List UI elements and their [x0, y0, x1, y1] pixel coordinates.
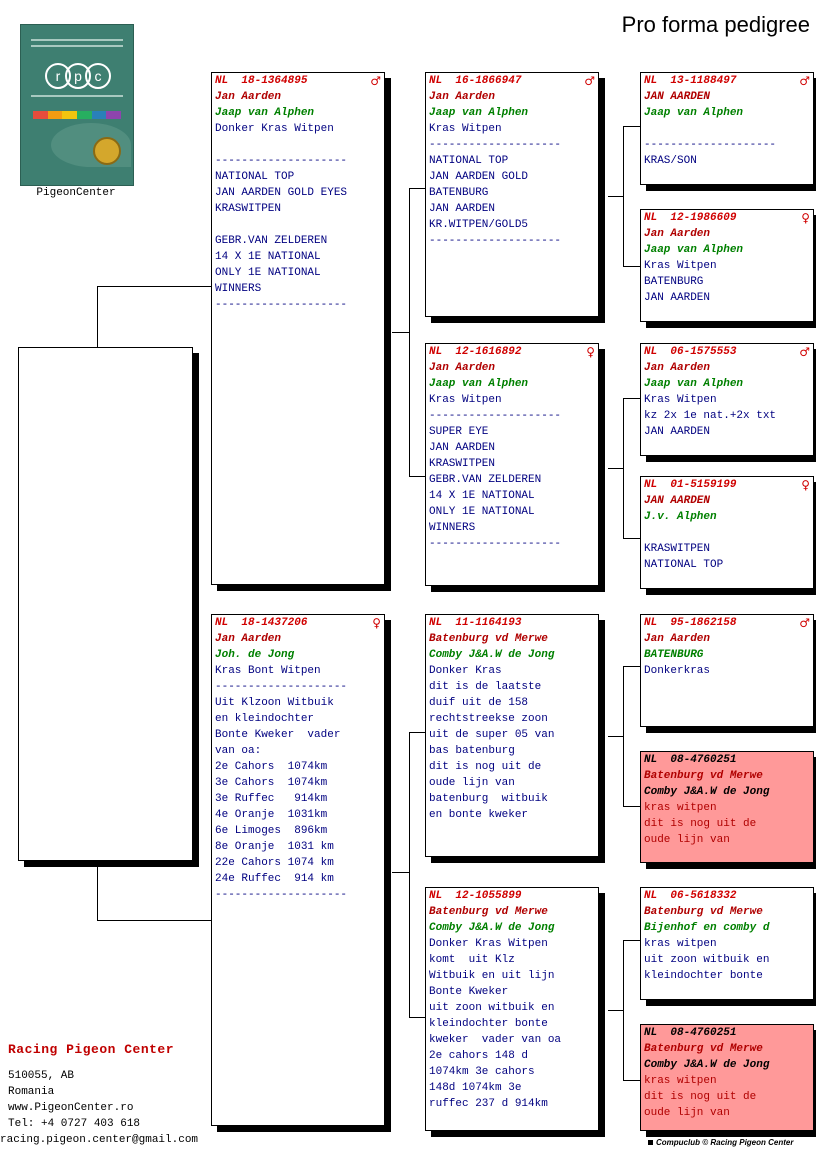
breeder-name: Jan Aarden [429, 362, 496, 374]
connector [623, 398, 624, 538]
pedigree-card-ggp-2[interactable] [640, 209, 814, 322]
connector [623, 666, 640, 667]
owner-name: Comby J&A.W de Jong [429, 922, 555, 934]
breeder-name: Jan Aarden [215, 633, 282, 645]
bird-description: Kras Witpen BATENBURG JAN AARDEN [644, 260, 717, 304]
ring-number: NL 12-1986609 [644, 212, 737, 224]
owner-name: Jaap van Alphen [215, 107, 315, 119]
bird-description: kras witpen uit zoon witbuik en kleindochter bonte [644, 938, 770, 982]
breeder-name: Batenburg vd Merwe [429, 633, 548, 645]
connector [97, 286, 98, 347]
bird-description: Donker Kras Witpen -------------------- NATIONAL TOP JAN AARDEN GOLD EYES KRASWITPEN GEBR.VAN ZELDEREN 14 X 1E NATIONAL ONLY 1E NATIONAL WINNERS -------------------- [215, 123, 348, 311]
contact-name: Racing Pigeon Center [8, 1042, 175, 1057]
bird-description: kras witpen dit is nog uit de oude lijn van [644, 1075, 757, 1119]
owner-name: Comby J&A.W de Jong [644, 1059, 770, 1071]
sex-icon: ♀ [372, 616, 381, 630]
contact-country: Romania [8, 1086, 55, 1098]
ring-number: NL 08-4760251 [644, 1027, 737, 1039]
contact-phone: Tel: +4 0727 403 618 [8, 1118, 141, 1130]
pedigree-subject-box [18, 347, 193, 861]
ring-number: NL 12-1055899 [429, 890, 522, 902]
connector [97, 286, 211, 287]
owner-name: Comby J&A.W de Jong [644, 786, 770, 798]
connector [608, 736, 623, 737]
ring-number: NL 11-1164193 [429, 617, 522, 629]
connector [409, 732, 410, 1017]
pigeon-center-logo: r p c [20, 24, 134, 186]
owner-name: Joh. de Jong [215, 649, 295, 661]
breeder-name: Jan Aarden [429, 91, 496, 103]
breeder-name: Jan Aarden [644, 633, 711, 645]
ring-number: NL 18-1364895 [215, 75, 308, 87]
connector [409, 732, 425, 733]
pedigree-card-dam-dam[interactable] [425, 887, 599, 1131]
pedigree-card-ggp-7[interactable] [640, 887, 814, 1000]
ring-number: NL 01-5159199 [644, 479, 737, 491]
bird-description: -------------------- KRAS/SON [644, 139, 777, 167]
ring-number: NL 08-4760251 [644, 754, 737, 766]
connector [623, 806, 640, 807]
breeder-name: Batenburg vd Merwe [644, 906, 763, 918]
owner-name: Jaap van Alphen [429, 378, 529, 390]
connector [623, 538, 640, 539]
pedigree-card-dam[interactable] [211, 614, 385, 1126]
footer-credit: Compuclub © Racing Pigeon Center [648, 1138, 793, 1147]
breeder-name: Batenburg vd Merwe [429, 906, 548, 918]
sex-icon: ♀ [586, 345, 595, 359]
pedigree-card-sire-sire[interactable] [425, 72, 599, 317]
connector [623, 940, 624, 1080]
owner-name: Jaap van Alphen [644, 244, 744, 256]
pedigree-card-ggp-8[interactable] [640, 1024, 814, 1131]
ring-number: NL 12-1616892 [429, 346, 522, 358]
breeder-name: Jan Aarden [644, 228, 711, 240]
pedigree-card-ggp-4[interactable] [640, 476, 814, 589]
connector [97, 920, 211, 921]
owner-name: Jaap van Alphen [429, 107, 529, 119]
bird-description: Donker Kras Witpen komt uit Klz Witbuik en uit lijn Bonte Kweker uit zoon witbuik en kleindochter bonte kweker vader van oa 2e cahors 148 d 1074km 3e cahors 148d 1074km 3e ruffec 237 d 914km [429, 938, 562, 1110]
breeder-name: Batenburg vd Merwe [644, 1043, 763, 1055]
breeder-name: Jan Aarden [215, 91, 282, 103]
connector [623, 940, 640, 941]
connector [623, 126, 624, 266]
breeder-name: JAN AARDEN [644, 91, 711, 103]
pedigree-card-ggp-6[interactable] [640, 751, 814, 863]
award-badge-icon [93, 137, 121, 165]
connector [623, 1080, 640, 1081]
sex-icon: ♀ [801, 211, 810, 225]
connector [409, 1017, 425, 1018]
contact-email[interactable]: racing.pigeon.center@gmail.com [0, 1134, 199, 1146]
bird-description: Donker Kras dit is de laatste duif uit de 158 rechtstreekse zoon uit de super 05 van bas batenburg dit is nog uit de oude lijn van batenburg witbuik en bonte kweker [429, 665, 555, 821]
bird-description: KRASWITPEN NATIONAL TOP [644, 543, 724, 571]
ring-number: NL 18-1437206 [215, 617, 308, 629]
sex-icon: ♂ [799, 74, 810, 88]
owner-name: J.v. Alphen [644, 511, 717, 523]
contact-block [0, 1042, 199, 1148]
sex-icon: ♂ [799, 616, 810, 630]
connector [623, 398, 640, 399]
pedigree-card-sire-dam[interactable] [425, 343, 599, 586]
owner-name: Jaap van Alphen [644, 107, 744, 119]
pedigree-card-ggp-3[interactable] [640, 343, 814, 456]
pedigree-card-sire[interactable] [211, 72, 385, 585]
connector [608, 196, 623, 197]
connector [608, 1010, 623, 1011]
sex-icon: ♀ [801, 478, 810, 492]
pedigree-card-ggp-5[interactable] [640, 614, 814, 727]
connector [623, 266, 640, 267]
connector [623, 126, 640, 127]
owner-name: Jaap van Alphen [644, 378, 744, 390]
sex-icon: ♂ [370, 74, 381, 88]
connector [392, 332, 409, 333]
breeder-name: JAN AARDEN [644, 495, 711, 507]
owner-name: Comby J&A.W de Jong [429, 649, 555, 661]
bird-description: Kras Witpen -------------------- NATIONAL TOP JAN AARDEN GOLD BATENBURG JAN AARDEN KR.WITPEN/GOLD5 -------------------- [429, 123, 562, 247]
connector [409, 188, 410, 476]
pedigree-card-dam-sire[interactable] [425, 614, 599, 857]
ring-number: NL 13-1188497 [644, 75, 737, 87]
bird-description: Kras Bont Witpen -------------------- Uit Klzoon Witbuik en kleindochter Bonte Kweker vader van oa: 2e Cahors 1074km 3e Cahors 1074km 3e Ruffec 914km 4e Oranje 1031km 6e Limoges 896km 8e Oranje 1031 km 22e Cahors 1074 km 24e Ruffec 914 km -------------------- [215, 665, 348, 901]
ring-number: NL 06-5618332 [644, 890, 737, 902]
breeder-name: Batenburg vd Merwe [644, 770, 763, 782]
breeder-name: Jan Aarden [644, 362, 711, 374]
page-title: Pro forma pedigree [621, 12, 810, 37]
ring-number: NL 16-1866947 [429, 75, 522, 87]
ring-number: NL 95-1862158 [644, 617, 737, 629]
bird-description: kras witpen dit is nog uit de oude lijn van [644, 802, 757, 846]
connector [623, 666, 624, 806]
contact-website[interactable]: www.PigeonCenter.ro [8, 1102, 134, 1114]
connector [409, 476, 425, 477]
pedigree-card-ggp-1[interactable] [640, 72, 814, 185]
connector [409, 188, 425, 189]
sex-icon: ♂ [584, 74, 595, 88]
logo-caption: PigeonCenter [36, 187, 116, 199]
connector [97, 865, 98, 920]
owner-name: BATENBURG [644, 649, 704, 661]
contact-address: 510055, AB [8, 1070, 75, 1082]
bird-description: Donkerkras [644, 665, 711, 677]
bird-description: Kras Witpen kz 2x 1e nat.+2x txt JAN AARDEN [644, 394, 777, 438]
owner-name: Bijenhof en comby d [644, 922, 770, 934]
bird-description: Kras Witpen -------------------- SUPER EYE JAN AARDEN KRASWITPEN GEBR.VAN ZELDEREN 14 X 1E NATIONAL ONLY 1E NATIONAL WINNERS -------------------- [429, 394, 562, 550]
sex-icon: ♂ [799, 345, 810, 359]
connector [392, 872, 409, 873]
ring-number: NL 06-1575553 [644, 346, 737, 358]
connector [608, 468, 623, 469]
